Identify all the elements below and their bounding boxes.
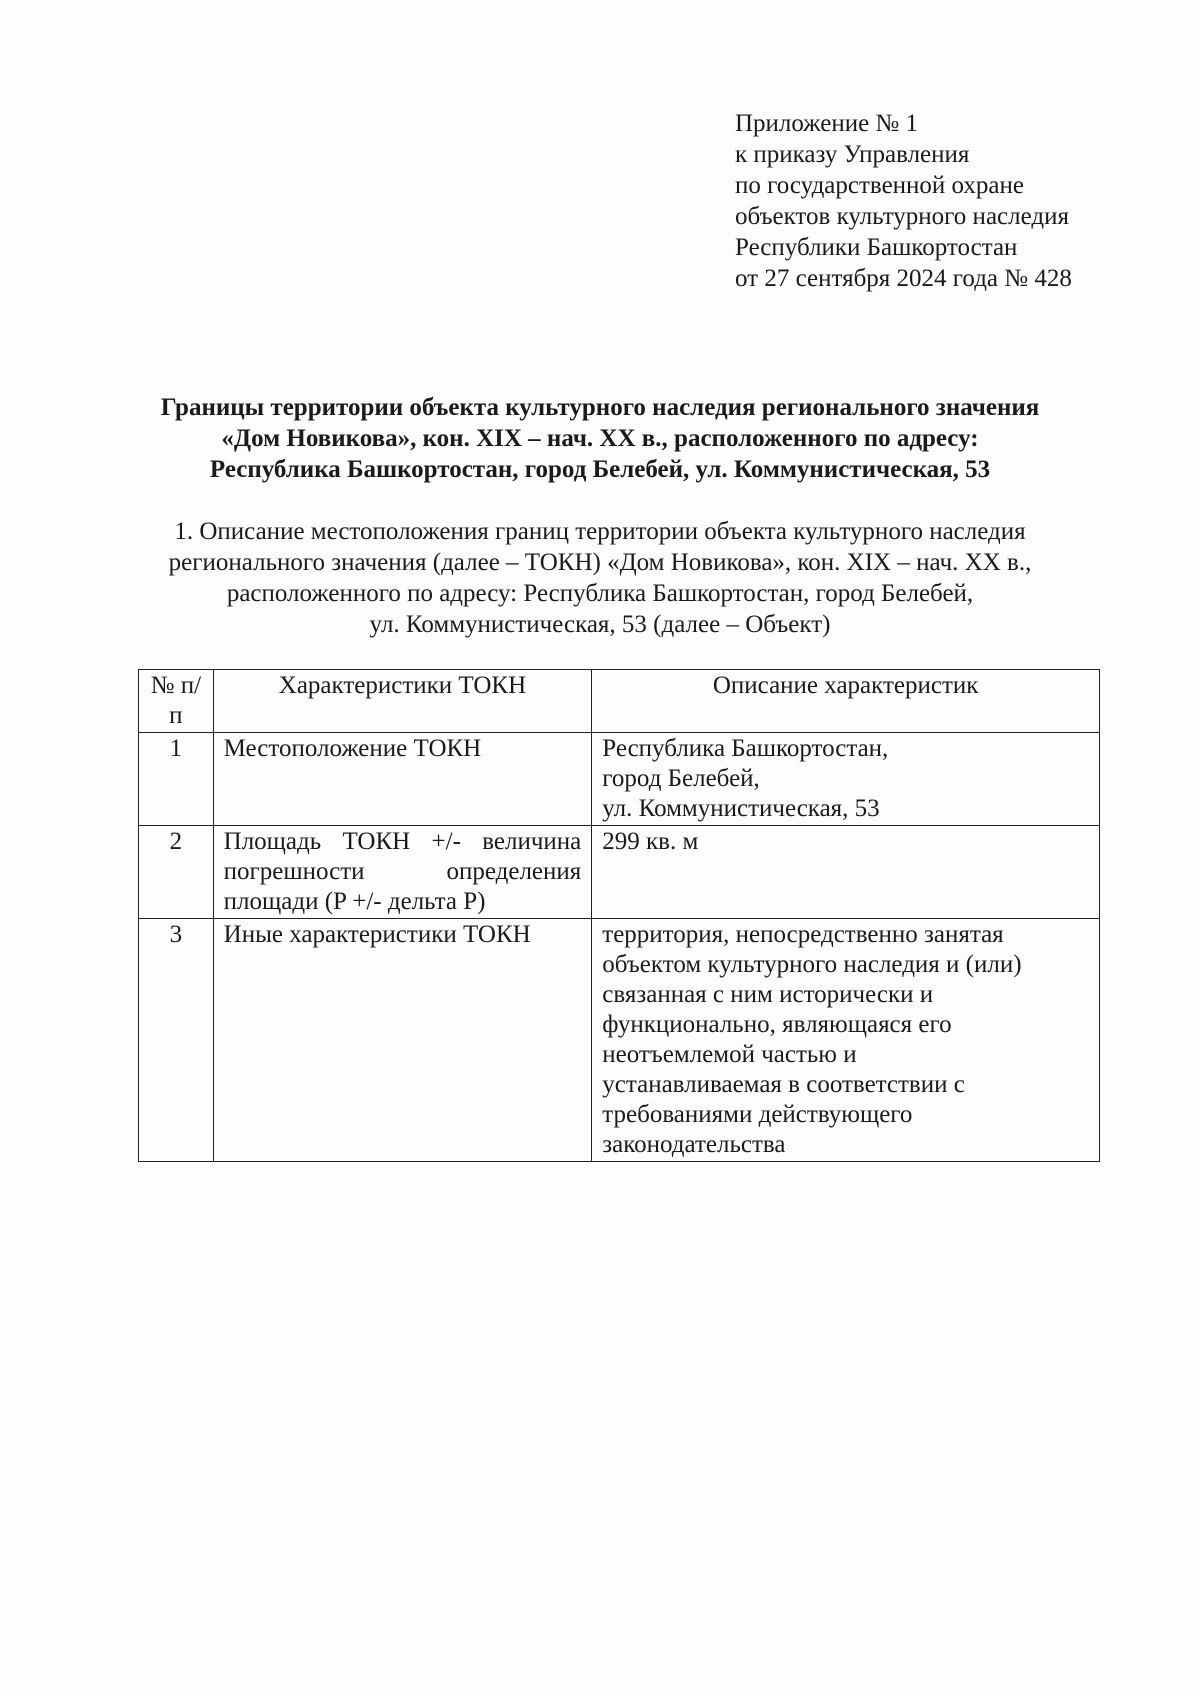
description-line: ул. Коммунистическая, 53 [602, 795, 880, 822]
description-line: устанавливаемая в соответствии с [602, 1071, 965, 1098]
header-number: № п/п [139, 670, 214, 733]
characteristics-table [138, 669, 1100, 1162]
appendix-line: к приказу Управления [735, 141, 970, 168]
table-row [139, 919, 1100, 1162]
section-line: ул. Коммунистическая, 53 (далее – Объект) [369, 611, 831, 638]
row-number: 2 [139, 826, 214, 919]
header-characteristic: Характеристики ТОКН [213, 670, 592, 733]
row-characteristic: Иные характеристики ТОКН [213, 919, 592, 1162]
section-line: регионального значения (далее – ТОКН) «Дом Новикова», кон. XIX – нач. XX в., [168, 549, 1032, 576]
description-line: функционально, являющаяся его [602, 1011, 952, 1038]
appendix-header [735, 108, 1155, 294]
table-row [139, 826, 1100, 919]
appendix-line: Приложение № 1 [735, 110, 919, 137]
appendix-line: объектов культурного наследия [735, 203, 1069, 230]
description-line: Республика Башкортостан, [602, 735, 889, 762]
title-line: «Дом Новикова», кон. XIX – нач. XX в., расположенного по адресу: [221, 425, 979, 452]
document-title [100, 392, 1100, 485]
row-number: 1 [139, 733, 214, 826]
row-description [592, 733, 1100, 826]
row-number: 3 [139, 919, 214, 1162]
table-header-row [139, 670, 1100, 733]
appendix-line: от 27 сентября 2024 года № 428 [735, 265, 1072, 292]
description-line: неотъемлемой частью и [602, 1041, 857, 1068]
appendix-line: Республики Башкортостан [735, 234, 1018, 261]
description-line: законодательства [602, 1131, 786, 1158]
title-line: Границы территории объекта культурного наследия регионального значения [160, 394, 1040, 421]
section-line: 1. Описание местоположения границ территории объекта культурного наследия [174, 518, 1026, 545]
description-line: связанная с ним исторически и [602, 981, 934, 1008]
description-line: объектом культурного наследия и (или) [602, 951, 1022, 978]
row-description [592, 919, 1100, 1162]
description-line: 299 кв. м [602, 828, 699, 855]
description-line: требованиями действующего [602, 1101, 913, 1128]
title-line: Республика Башкортостан, город Белебей, ул. Коммунистическая, 53 [209, 456, 991, 483]
header-description: Описание характеристик [592, 670, 1100, 733]
row-characteristic: Площадь ТОКН +/- величина погрешности определения площади (P +/- дельта P) [213, 826, 592, 919]
description-line: город Белебей, [602, 765, 760, 792]
section-heading [100, 516, 1100, 640]
row-characteristic: Местоположение ТОКН [213, 733, 592, 826]
row-description [592, 826, 1100, 919]
section-line: расположенного по адресу: Республика Башкортостан, город Белебей, [226, 580, 974, 607]
table-row [139, 733, 1100, 826]
appendix-line: по государственной охране [735, 172, 1025, 199]
description-line: территория, непосредственно занятая [602, 921, 1004, 948]
